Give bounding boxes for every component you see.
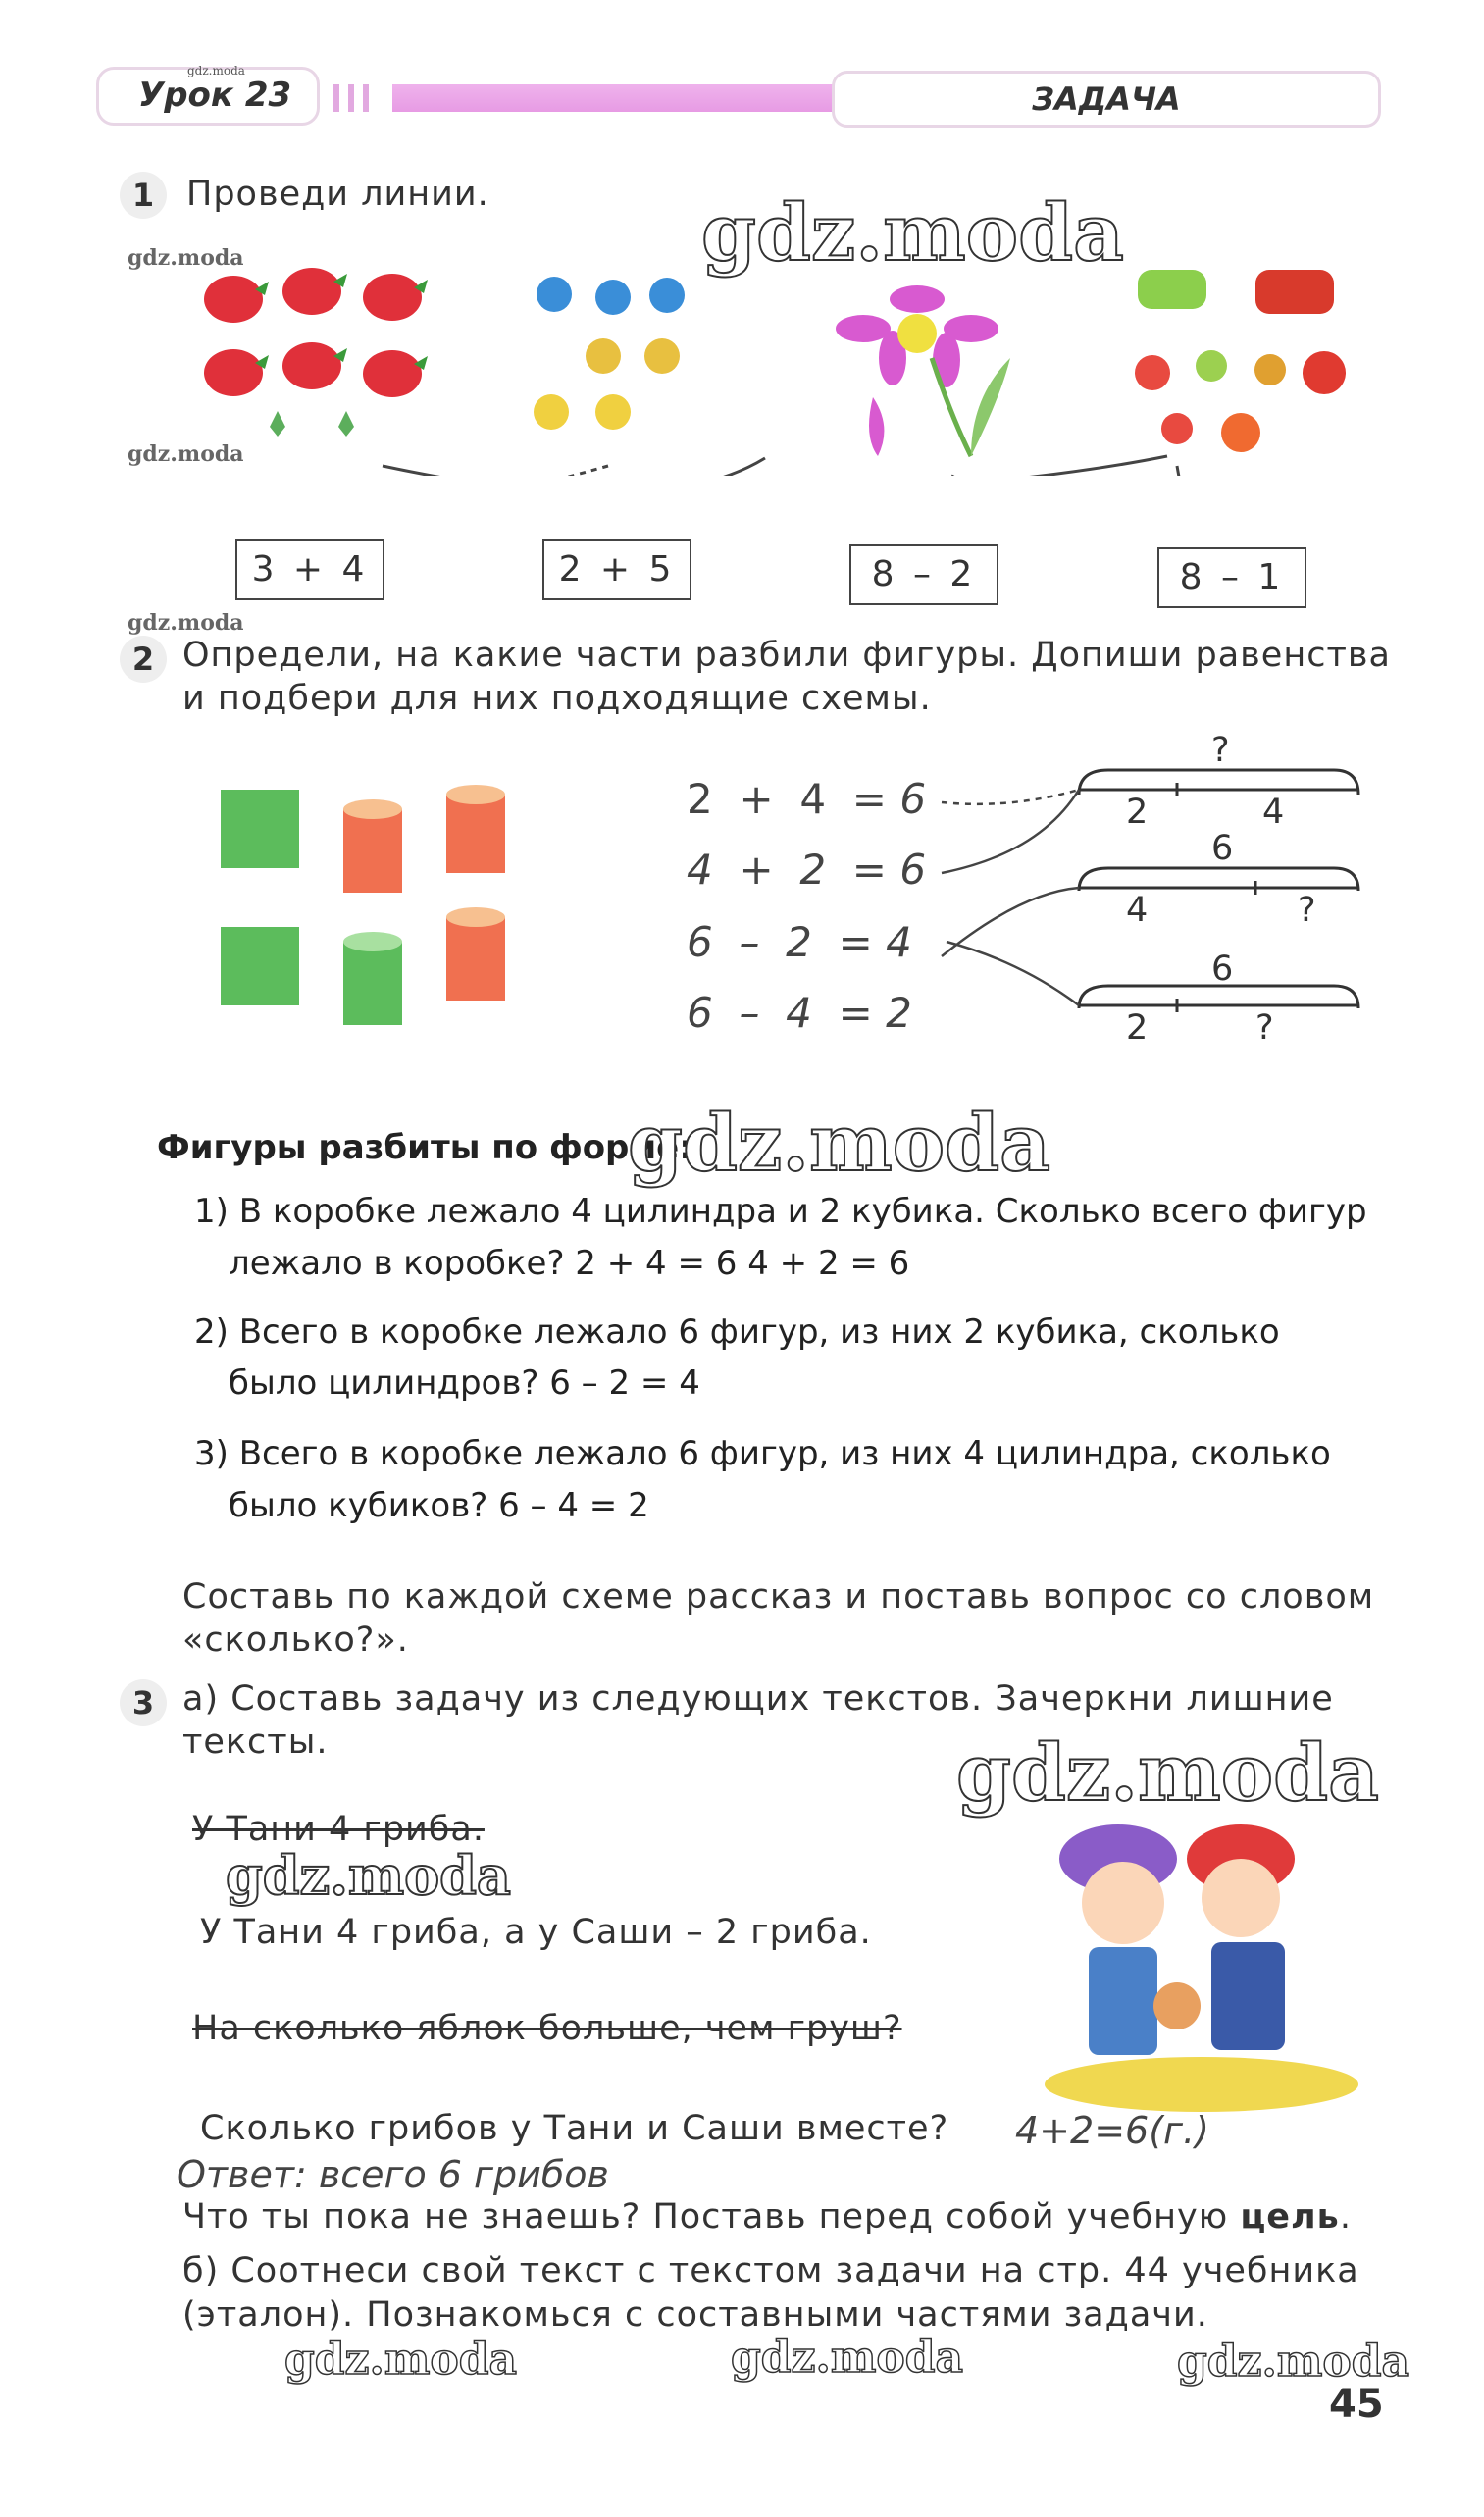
task3-a-line1: а) Составь задачу из следующих текстов. Зачеркни лишние (182, 1679, 1334, 1719)
task1-box: 3 + 4 (235, 539, 384, 600)
ornaments-icon (534, 277, 685, 430)
task3-b-line1: б) Соотнеси свой текст с текстом задачи на стр. 44 учебника (182, 2251, 1359, 2290)
task1-text: Проведи линии. (186, 175, 489, 214)
task3-question: Сколько грибов у Тани и Саши вместе? (200, 2109, 949, 2148)
equation-row: 4 + 2 = 6 (687, 846, 927, 894)
watermark: gdz.moda (128, 245, 244, 271)
header-ticks (333, 84, 383, 112)
watermark: gdz.moda (128, 441, 244, 467)
watermark: gdz.moda (956, 1726, 1379, 1819)
task1-number: 1 (120, 172, 167, 219)
task3-a-line2: тексты. (182, 1722, 329, 1762)
watermark: gdz.moda (284, 2335, 518, 2385)
equation-row: 6 – 4 = 2 (687, 989, 912, 1037)
toys-icon (1135, 270, 1346, 452)
task3-number: 3 (120, 1679, 167, 1726)
topic-title: ЗАДАЧА (832, 71, 1381, 128)
page-number: 45 (1329, 2382, 1384, 2427)
task1-box: 8 – 2 (849, 544, 998, 605)
task1-box: 8 – 1 (1157, 547, 1306, 608)
handwritten-equation: 4+2=6(г.) (1015, 2109, 1209, 2152)
header-bar (392, 84, 834, 112)
flower-icon (836, 285, 1010, 456)
scheme-label: 6 (1211, 950, 1235, 989)
solution-3-line1: 3) Всего в коробке лежало 6 фигур, из них 4 цилиндра, сколько (194, 1434, 1331, 1473)
scheme-label: ? (1211, 731, 1231, 770)
watermark: gdz.moda (731, 2333, 964, 2383)
scheme-label: ? (1298, 891, 1317, 930)
equation-row: 6 – 2 = 4 (687, 918, 912, 966)
crossed-text-1: У Тани 4 гриба. (192, 1810, 485, 1849)
scheme-label: 4 (1262, 793, 1286, 832)
solution-1-line1: 1) В коробке лежало 4 цилиндра и 2 кубика. Сколько всего фигур (194, 1192, 1367, 1231)
solution-1-line2: лежало в коробке? 2 + 4 = 6 4 + 2 = 6 (229, 1244, 910, 1283)
watermark: gdz.moda (1177, 2337, 1410, 2387)
story-line1: Составь по каждой схеме рассказ и поставь вопрос со словом (182, 1577, 1375, 1617)
task1-pictures (186, 250, 1363, 476)
scheme-label: 2 (1126, 793, 1150, 832)
watermark: gdz.moda (628, 1097, 1050, 1189)
task2-number: 2 (120, 636, 167, 683)
watermark: gdz.moda (701, 186, 1124, 279)
solution-2-line1: 2) Всего в коробке лежало 6 фигур, из них 2 кубика, сколько (194, 1312, 1280, 1352)
solution-2-line2: было цилиндров? 6 – 2 = 4 (229, 1363, 700, 1403)
scheme-label: ? (1255, 1008, 1275, 1048)
scheme-label: 6 (1211, 829, 1235, 868)
lesson-title: Урок 23 (138, 76, 292, 115)
kids-picture (1040, 1820, 1363, 2114)
goal-text: Что ты пока не знаешь? Поставь перед собой учебную цель. (182, 2197, 1352, 2236)
story-line2: «сколько?». (182, 1620, 409, 1660)
solution-3-line2: было кубиков? 6 – 4 = 2 (229, 1486, 649, 1525)
scheme-label: 2 (1126, 1008, 1150, 1048)
task2-text-line2: и подбери для них подходящие схемы. (182, 679, 932, 718)
lesson-badge (96, 64, 320, 126)
watermark: gdz.moda (128, 610, 244, 636)
task3-b-line2: (эталон). Познакомься с составными частями задачи. (182, 2295, 1208, 2335)
equation-row: 2 + 4 = 6 (687, 775, 927, 823)
watermark: gdz.moda (226, 1844, 511, 1907)
crossed-text-2: На сколько яблок больше, чем груш? (192, 2009, 902, 2048)
strawberries-icon (204, 268, 428, 437)
header-watermark: gdz.moda (187, 64, 245, 77)
task2-text-line1: Определи, на какие части разбили фигуры. Допиши равенства (182, 636, 1391, 675)
scheme-label: 4 (1126, 891, 1150, 930)
shapes-picture (206, 765, 539, 1030)
handwritten-answer: Ответ: всего 6 грибов (177, 2153, 609, 2196)
task3-text-1: У Тани 4 гриба, а у Саши – 2 гриба. (200, 1913, 872, 1952)
solution-title: Фигуры разбиты по форме: (157, 1128, 692, 1167)
task1-box: 2 + 5 (542, 539, 691, 600)
